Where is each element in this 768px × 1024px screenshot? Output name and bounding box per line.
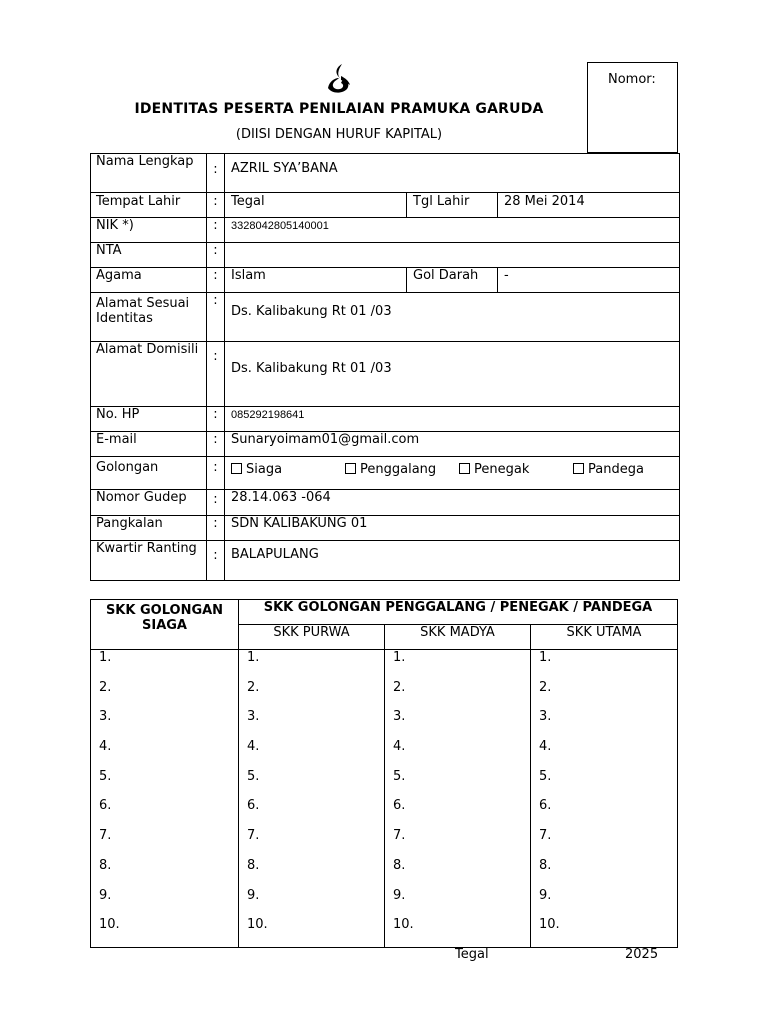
list-item: 2. [99,679,112,695]
colon: : [207,293,225,342]
list-item: 7. [247,828,260,844]
list-item: 4. [247,739,260,755]
list-item: 9. [539,887,552,903]
skk-purwa-list[interactable] [239,650,385,948]
golongan-options [225,457,680,490]
list-item: 7. [99,828,112,844]
footer-city: Tegal [455,947,489,962]
colon: : [207,490,225,516]
list-item: 8. [99,857,112,873]
skk-utama-header: SKK UTAMA [531,625,678,650]
list-item: 7. [393,828,406,844]
list-item: 4. [393,739,406,755]
email-label: E-mail [91,432,207,457]
list-item: 6. [539,798,552,814]
list-item: 9. [393,887,406,903]
colon: : [207,407,225,432]
colon: : [207,243,225,268]
footer-year: 2025 [625,947,659,962]
alamat-domisili-label: Alamat Domisili [91,342,207,407]
page-title: IDENTITAS PESERTA PENILAIAN PRAMUKA GARUDA [134,101,544,117]
list-item: 5. [539,768,552,784]
list-item: 2. [539,679,552,695]
row-email [91,432,680,457]
list-item: 3. [393,709,406,725]
option-label: Penggalang [360,462,437,477]
gudep-value[interactable]: 28.14.063 -064 [225,490,680,516]
list-item: 10. [393,917,414,933]
row-gudep [91,490,680,516]
colon: : [207,193,225,218]
nik-label: NIK *) [91,218,207,243]
colon: : [207,342,225,407]
tempat-lahir-value[interactable]: Tegal [225,193,407,218]
list-item: 8. [247,857,260,873]
list-item: 3. [539,709,552,725]
list-item: 2. [393,679,406,695]
row-nik [91,218,680,243]
list-item: 8. [539,857,552,873]
checkbox-icon[interactable] [231,463,242,474]
list-item: 1. [539,650,552,665]
row-nta [91,243,680,268]
skk-siaga-list[interactable] [91,650,239,948]
list-item: 1. [247,650,260,665]
list-item: 5. [99,768,112,784]
row-golongan [91,457,680,490]
list-item: 9. [99,887,112,903]
identity-table [90,153,680,581]
list-item: 1. [393,650,406,665]
page-subtitle: (DIISI DENGAN HURUF KAPITAL) [235,127,443,142]
agama-value[interactable]: Islam [225,268,407,293]
nama-value[interactable]: AZRIL SYA’BANA [225,154,680,193]
colon: : [207,541,225,581]
skk-madya-header: SKK MADYA [385,625,531,650]
row-alamat-identitas [91,293,680,342]
checkbox-icon[interactable] [345,463,356,474]
option-label: Penegak [474,462,530,477]
pangkalan-label: Pangkalan [91,516,207,541]
tempat-lahir-label: Tempat Lahir [91,193,207,218]
skk-siaga-header: SKK GOLONGAN SIAGA [91,600,239,650]
list-item: 10. [99,917,120,933]
skk-header-row [91,600,678,625]
colon: : [207,516,225,541]
skk-list-row [91,650,678,948]
row-tempat-lahir [91,193,680,218]
row-pangkalan [91,516,680,541]
list-item: 3. [247,709,260,725]
golongan-option-penggalang[interactable] [345,462,459,477]
option-label: Siaga [246,462,283,477]
option-label: Pandega [588,462,644,477]
agama-label: Agama [91,268,207,293]
list-item: 1. [99,650,112,665]
skk-table [90,599,678,948]
list-item: 10. [247,917,268,933]
golongan-option-penegak[interactable] [459,462,573,477]
pangkalan-value[interactable]: SDN KALIBAKUNG 01 [225,516,680,541]
list-item: 6. [99,798,112,814]
row-alamat-domisili [91,342,680,407]
list-item: 9. [247,887,260,903]
golongan-label: Golongan [91,457,207,490]
hp-label: No. HP [91,407,207,432]
tgl-lahir-label: Tgl Lahir [407,193,498,218]
row-agama [91,268,680,293]
kwartir-label: Kwartir Ranting [91,541,207,581]
nik-value[interactable]: 3328042805140001 [225,218,680,243]
alamat-identitas-value[interactable]: Ds. Kalibakung Rt 01 /03 [225,293,680,342]
nta-label: NTA [91,243,207,268]
colon: : [207,457,225,490]
skk-penggalang-header: SKK GOLONGAN PENGGALANG / PENEGAK / PANDEGA [239,600,678,625]
checkbox-icon[interactable] [459,463,470,474]
gudep-label: Nomor Gudep [91,490,207,516]
tunas-kelapa-logo-icon [326,62,352,96]
colon: : [207,154,225,193]
list-item: 6. [393,798,406,814]
skk-purwa-header: SKK PURWA [239,625,385,650]
email-value[interactable]: Sunaryoimam01@gmail.com [225,432,680,457]
checkbox-icon[interactable] [573,463,584,474]
row-hp [91,407,680,432]
list-item: 5. [247,768,260,784]
kwartir-value[interactable]: BALAPULANG [225,541,680,581]
golongan-option-siaga[interactable] [231,462,345,477]
list-item: 8. [393,857,406,873]
nomor-label: Nomor: [608,72,656,87]
hp-value[interactable]: 085292198641 [225,407,680,432]
gol-darah-label: Gol Darah [407,268,498,293]
row-nama [91,154,680,193]
colon: : [207,268,225,293]
skk-madya-list[interactable] [385,650,531,948]
skk-utama-list[interactable] [531,650,678,948]
list-item: 2. [247,679,260,695]
colon: : [207,432,225,457]
alamat-domisili-value[interactable]: Ds. Kalibakung Rt 01 /03 [225,342,680,407]
golongan-option-pandega[interactable] [573,462,644,477]
list-item: 3. [99,709,112,725]
list-item: 7. [539,828,552,844]
gol-darah-value[interactable]: - [498,268,680,293]
list-item: 4. [539,739,552,755]
colon: : [207,218,225,243]
list-item: 4. [99,739,112,755]
list-item: 10. [539,917,560,933]
alamat-identitas-label: Alamat Sesuai Identitas [91,293,207,342]
nomor-box[interactable] [587,62,678,153]
nta-value[interactable] [225,243,680,268]
list-item: 5. [393,768,406,784]
row-kwartir [91,541,680,581]
list-item: 6. [247,798,260,814]
nama-label: Nama Lengkap [91,154,207,193]
tgl-lahir-value[interactable]: 28 Mei 2014 [498,193,680,218]
